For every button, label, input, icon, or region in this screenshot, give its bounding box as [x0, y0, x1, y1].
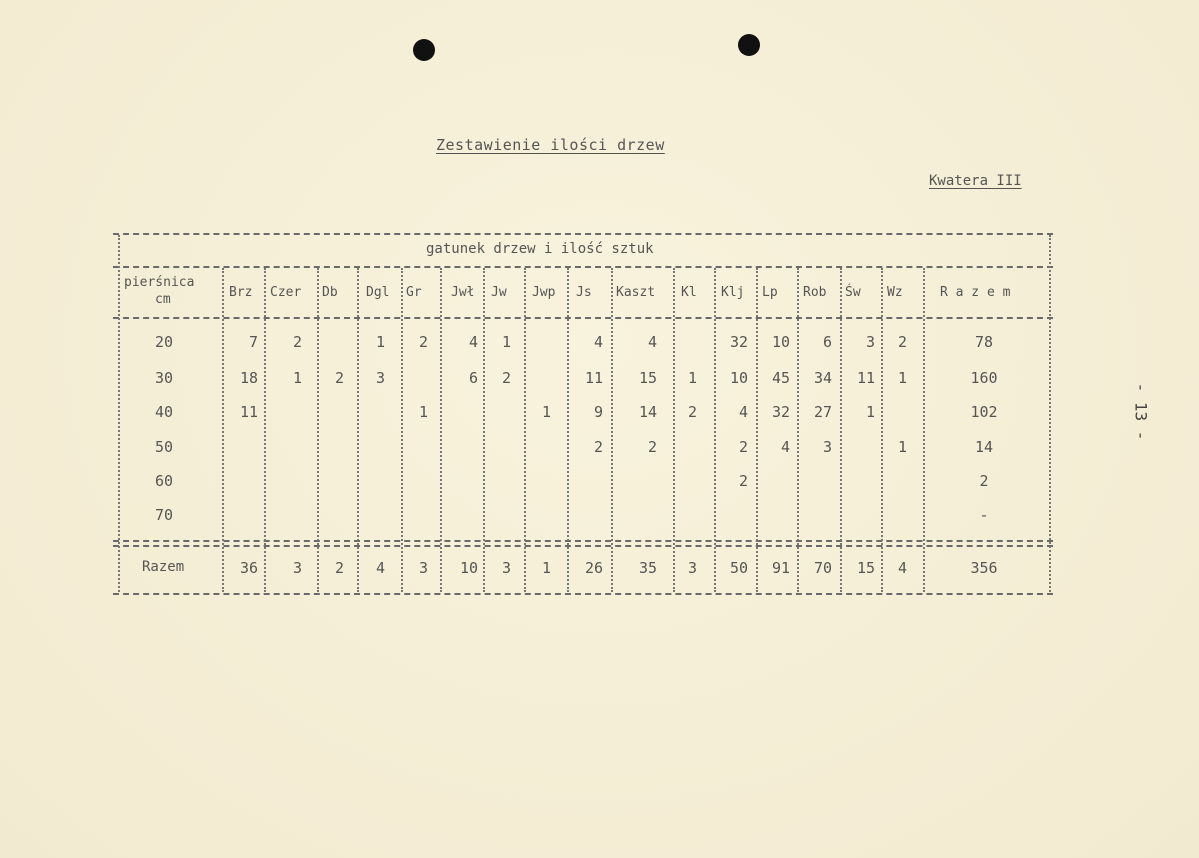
cell-0-4: 2 — [418, 333, 428, 351]
species-header-12: Lp — [762, 285, 778, 300]
species-header-8: Js — [576, 285, 592, 300]
sum-cell-7: 1 — [541, 559, 551, 577]
cell-3-13: 3 — [822, 438, 832, 456]
sum-cell-1: 3 — [292, 559, 302, 577]
column-separator-12 — [714, 268, 716, 592]
column-separator-6 — [440, 268, 442, 592]
species-header-14: Św — [845, 285, 861, 300]
column-separator-11 — [673, 268, 675, 592]
cell-2-9: 14 — [638, 403, 657, 421]
cell-1-1: 1 — [292, 369, 302, 387]
cell-0-11: 32 — [729, 333, 748, 351]
sum-cell-15: 4 — [897, 559, 907, 577]
sum-cell-3: 4 — [375, 559, 385, 577]
sum-cell-6: 3 — [501, 559, 511, 577]
species-header-13: Rob — [803, 285, 827, 300]
cell-0-0: 7 — [248, 333, 258, 351]
dbh-value-1: 30 — [154, 369, 174, 387]
species-header-2: Db — [322, 285, 338, 300]
row-total-1: 160 — [970, 369, 998, 387]
cell-0-9: 4 — [647, 333, 657, 351]
row-total-3: 14 — [974, 438, 994, 456]
column-separator-4 — [357, 268, 359, 592]
punch-hole-left — [413, 39, 435, 61]
punch-hole-right — [738, 34, 760, 56]
species-header-9: Kaszt — [616, 285, 656, 300]
dbh-value-2: 40 — [154, 403, 174, 421]
cell-1-15: 1 — [897, 369, 907, 387]
column-separator-2 — [264, 268, 266, 592]
table-caption: gatunek drzew i ilość sztuk — [426, 241, 654, 257]
column-separator-5 — [401, 268, 403, 592]
sum-cell-9: 35 — [638, 559, 657, 577]
cell-0-8: 4 — [593, 333, 603, 351]
cell-2-11: 4 — [738, 403, 748, 421]
page-number — [1108, 368, 1151, 468]
table-rule-0 — [113, 233, 1053, 235]
cell-3-11: 2 — [738, 438, 748, 456]
species-header-6: Jw — [491, 285, 507, 300]
dbh-value-4: 60 — [154, 472, 174, 490]
cell-3-12: 4 — [780, 438, 790, 456]
cell-2-12: 32 — [771, 403, 790, 421]
cell-0-6: 1 — [501, 333, 511, 351]
table-rule-2 — [113, 317, 1053, 319]
sum-cell-2: 2 — [334, 559, 344, 577]
grand-total: 356 — [970, 559, 998, 577]
row-total-5: - — [979, 506, 989, 524]
quarter-label: Kwatera III — [929, 173, 1022, 189]
cell-1-2: 2 — [334, 369, 344, 387]
dbh-header: pierśnica — [124, 275, 195, 290]
species-header-0: Brz — [229, 285, 253, 300]
sum-cell-8: 26 — [584, 559, 603, 577]
cell-1-5: 6 — [468, 369, 478, 387]
species-header-1: Czer — [270, 285, 302, 300]
column-separator-8 — [524, 268, 526, 592]
dbh-value-3: 50 — [154, 438, 174, 456]
cell-2-4: 1 — [418, 403, 428, 421]
sum-cell-4: 3 — [418, 559, 428, 577]
row-total-0: 78 — [974, 333, 994, 351]
cell-2-10: 2 — [687, 403, 697, 421]
dbh-value-0: 20 — [154, 333, 174, 351]
total-header: R a z e m — [940, 285, 1011, 300]
species-header-10: Kl — [681, 285, 697, 300]
cell-1-9: 15 — [638, 369, 657, 387]
species-header-11: Klj — [721, 285, 745, 300]
species-header-15: Wz — [887, 285, 903, 300]
cell-0-15: 2 — [897, 333, 907, 351]
cell-0-14: 3 — [865, 333, 875, 351]
column-separator-15 — [840, 268, 842, 592]
table-rule-4 — [113, 593, 1053, 595]
cell-1-13: 34 — [813, 369, 832, 387]
column-separator-1 — [222, 268, 224, 592]
dbh-value-5: 70 — [154, 506, 174, 524]
cell-1-0: 18 — [239, 369, 258, 387]
cell-3-8: 2 — [593, 438, 603, 456]
row-total-2: 102 — [970, 403, 998, 421]
page-number-text: - 13 - — [1131, 382, 1151, 441]
column-separator-0 — [118, 235, 120, 592]
column-separator-13 — [756, 268, 758, 592]
cell-0-12: 10 — [771, 333, 790, 351]
cell-2-8: 9 — [593, 403, 603, 421]
cell-2-0: 11 — [239, 403, 258, 421]
cell-2-13: 27 — [813, 403, 832, 421]
cell-1-12: 45 — [771, 369, 790, 387]
sum-cell-12: 91 — [771, 559, 790, 577]
column-separator-3 — [317, 268, 319, 592]
species-header-3: Dgl — [366, 285, 390, 300]
column-separator-18 — [1049, 235, 1051, 592]
cell-1-14: 11 — [856, 369, 875, 387]
cell-1-6: 2 — [501, 369, 511, 387]
sum-cell-14: 15 — [856, 559, 875, 577]
species-header-7: Jwp — [532, 285, 556, 300]
cell-0-13: 6 — [822, 333, 832, 351]
sum-row-label: Razem — [142, 559, 185, 575]
sum-cell-11: 50 — [729, 559, 748, 577]
column-separator-10 — [611, 268, 613, 592]
sum-cell-13: 70 — [813, 559, 832, 577]
cell-2-7: 1 — [541, 403, 551, 421]
column-separator-17 — [923, 268, 925, 592]
cell-1-11: 10 — [729, 369, 748, 387]
sum-cell-5: 10 — [459, 559, 478, 577]
cell-0-3: 1 — [375, 333, 385, 351]
sum-cell-0: 36 — [239, 559, 258, 577]
row-total-4: 2 — [979, 472, 989, 490]
cell-3-9: 2 — [647, 438, 657, 456]
cell-1-8: 11 — [584, 369, 603, 387]
dbh-unit: cm — [155, 292, 171, 307]
table-rule-3 — [113, 540, 1053, 542]
column-separator-14 — [797, 268, 799, 592]
cell-2-14: 1 — [865, 403, 875, 421]
cell-0-1: 2 — [292, 333, 302, 351]
column-separator-7 — [483, 268, 485, 592]
document-title: Zestawienie ilości drzew — [436, 136, 665, 154]
species-header-4: Gr — [406, 285, 422, 300]
cell-1-3: 3 — [375, 369, 385, 387]
cell-4-11: 2 — [738, 472, 748, 490]
sum-cell-10: 3 — [687, 559, 697, 577]
column-separator-16 — [881, 268, 883, 592]
cell-1-10: 1 — [687, 369, 697, 387]
species-header-5: Jwł — [451, 285, 475, 300]
table-rule-double — [113, 545, 1053, 547]
cell-3-15: 1 — [897, 438, 907, 456]
table-rule-1 — [113, 266, 1053, 268]
cell-0-5: 4 — [468, 333, 478, 351]
column-separator-9 — [567, 268, 569, 592]
